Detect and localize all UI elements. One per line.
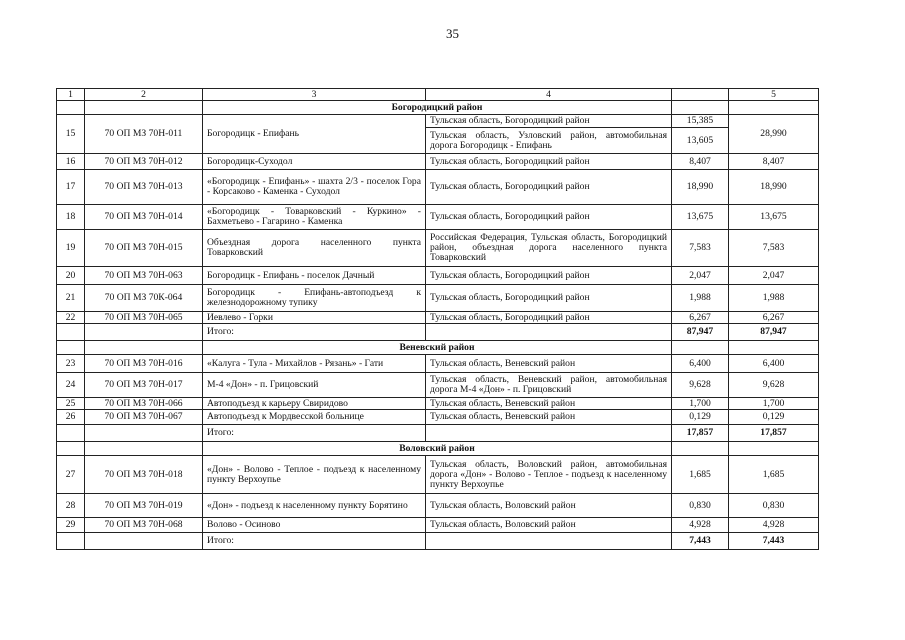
road-name: Богородицк - Епифань-автоподъезд к железнодорожному тупику <box>203 285 426 312</box>
road-code: 70 ОП МЗ 70Н-012 <box>85 154 203 170</box>
road-location: Тульская область, Богородицкий район <box>426 267 672 285</box>
subtotal-sum: 7,443 <box>729 533 819 550</box>
blank-cell <box>672 101 729 115</box>
row-number: 15 <box>57 115 85 154</box>
length-value: 18,990 <box>672 170 729 205</box>
section-header-row <box>57 101 819 115</box>
blank-cell <box>57 425 85 442</box>
blank-cell <box>57 341 85 355</box>
table-row <box>57 230 819 267</box>
road-name: Волово - Осиново <box>203 518 426 533</box>
row-number: 23 <box>57 355 85 373</box>
total-length: 18,990 <box>729 170 819 205</box>
road-location: Тульская область, Богородицкий район <box>426 170 672 205</box>
road-name: М-4 «Дон» - п. Грицовский <box>203 373 426 398</box>
length-value: 2,047 <box>672 267 729 285</box>
subtotal-sum: 17,857 <box>729 425 819 442</box>
road-location: Тульская область, Богородицкий район <box>426 115 672 128</box>
column-header: 1 <box>57 89 85 101</box>
road-location: Тульская область, Воловский район <box>426 494 672 518</box>
total-length: 9,628 <box>729 373 819 398</box>
row-number: 19 <box>57 230 85 267</box>
road-code: 70 ОП МЗ 70Н-011 <box>85 115 203 154</box>
row-number: 17 <box>57 170 85 205</box>
subtotal-length: 87,947 <box>672 324 729 341</box>
table-row <box>57 115 819 128</box>
road-name: Автоподъезд к карьеру Свиридово <box>203 398 426 410</box>
column-header-row <box>57 89 819 101</box>
blank-cell <box>57 101 85 115</box>
road-code: 70 ОП МЗ 70Н-068 <box>85 518 203 533</box>
row-number: 20 <box>57 267 85 285</box>
subtotal-label: Итого: <box>203 533 426 550</box>
column-header: 4 <box>426 89 672 101</box>
road-code: 70 ОП МЗ 70Н-014 <box>85 205 203 230</box>
length-value: 0,830 <box>672 494 729 518</box>
blank-cell <box>85 341 203 355</box>
row-number: 16 <box>57 154 85 170</box>
subtotal-length: 17,857 <box>672 425 729 442</box>
road-code: 70 ОП МЗ 70Н-017 <box>85 373 203 398</box>
road-name: «Богородицк - Товарковский - Куркино» - Бахметьево - Гагарино - Каменка <box>203 205 426 230</box>
road-name: Иевлево - Горки <box>203 312 426 324</box>
row-number: 21 <box>57 285 85 312</box>
total-length: 0,129 <box>729 410 819 425</box>
length-value: 6,400 <box>672 355 729 373</box>
length-value: 13,675 <box>672 205 729 230</box>
road-code: 70 ОП МЗ 70Н-019 <box>85 494 203 518</box>
table-row <box>57 312 819 324</box>
road-name: «Богородицк - Епифань» - шахта 2/3 - поселок Гора - Корсаково - Каменка - Суходол <box>203 170 426 205</box>
table-row <box>57 170 819 205</box>
table-row <box>57 267 819 285</box>
road-name: «Дон» - подъезд к населенному пункту Борятино <box>203 494 426 518</box>
column-header: 5 <box>729 89 819 101</box>
table-row <box>57 154 819 170</box>
blank-cell <box>85 533 203 550</box>
subtotal-sum: 87,947 <box>729 324 819 341</box>
blank-cell <box>85 101 203 115</box>
length-value: 1,700 <box>672 398 729 410</box>
road-code: 70 ОП МЗ 70Н-018 <box>85 456 203 494</box>
road-location: Тульская область, Богородицкий район <box>426 154 672 170</box>
total-length: 6,267 <box>729 312 819 324</box>
length-value: 1,988 <box>672 285 729 312</box>
road-code: 70 ОП МЗ 70К-064 <box>85 285 203 312</box>
road-location: Российская Федерация, Тульская область, Богородицкий район, объездная дорога населенного пункта Товарковский <box>426 230 672 267</box>
column-header <box>672 89 729 101</box>
road-location: Тульская область, Веневский район, автомобильная дорога М-4 «Дон» - п. Грицовский <box>426 373 672 398</box>
blank-cell <box>85 324 203 341</box>
total-length: 0,830 <box>729 494 819 518</box>
subtotal-row <box>57 533 819 550</box>
table-row <box>57 410 819 425</box>
row-number: 24 <box>57 373 85 398</box>
total-length: 8,407 <box>729 154 819 170</box>
road-location: Тульская область, Богородицкий район <box>426 312 672 324</box>
blank-cell <box>426 324 672 341</box>
table-row <box>57 355 819 373</box>
total-length: 1,700 <box>729 398 819 410</box>
road-name: Объездная дорога населенного пункта Товарковский <box>203 230 426 267</box>
column-header: 2 <box>85 89 203 101</box>
roads-table <box>56 88 819 550</box>
blank-cell <box>57 533 85 550</box>
subtotal-row <box>57 425 819 442</box>
blank-cell <box>672 442 729 456</box>
section-title: Богородицкий район <box>203 101 672 115</box>
row-number: 22 <box>57 312 85 324</box>
total-length: 13,675 <box>729 205 819 230</box>
column-header: 3 <box>203 89 426 101</box>
row-number: 18 <box>57 205 85 230</box>
road-code: 70 ОП МЗ 70Н-065 <box>85 312 203 324</box>
length-value: 9,628 <box>672 373 729 398</box>
road-code: 70 ОП МЗ 70Н-015 <box>85 230 203 267</box>
blank-cell <box>57 324 85 341</box>
length-value: 7,583 <box>672 230 729 267</box>
length-value: 6,267 <box>672 312 729 324</box>
road-name: «Дон» - Волово - Теплое - подъезд к населенному пункту Верхоупье <box>203 456 426 494</box>
blank-cell <box>729 442 819 456</box>
total-length: 1,685 <box>729 456 819 494</box>
blank-cell <box>672 341 729 355</box>
road-name: Богородицк - Епифань - поселок Дачный <box>203 267 426 285</box>
road-location: Тульская область, Веневский район <box>426 410 672 425</box>
road-location: Тульская область, Веневский район <box>426 398 672 410</box>
length-value: 13,605 <box>672 128 729 154</box>
table-row <box>57 373 819 398</box>
road-code: 70 ОП МЗ 70Н-063 <box>85 267 203 285</box>
subtotal-row <box>57 324 819 341</box>
road-code: 70 ОП МЗ 70Н-013 <box>85 170 203 205</box>
page-number: 35 <box>446 26 459 41</box>
road-location: Тульская область, Узловский район, автомобильная дорога Богородицк - Епифань <box>426 128 672 154</box>
section-header-row <box>57 442 819 456</box>
total-length: 1,988 <box>729 285 819 312</box>
road-code: 70 ОП МЗ 70Н-066 <box>85 398 203 410</box>
road-location: Тульская область, Веневский район <box>426 355 672 373</box>
total-length: 6,400 <box>729 355 819 373</box>
subtotal-label: Итого: <box>203 425 426 442</box>
total-length: 7,583 <box>729 230 819 267</box>
section-header-row <box>57 341 819 355</box>
road-name: Богородицк - Епифань <box>203 115 426 154</box>
road-name: «Калуга - Тула - Михайлов - Рязань» - Гати <box>203 355 426 373</box>
road-location: Тульская область, Богородицкий район <box>426 205 672 230</box>
length-value: 1,685 <box>672 456 729 494</box>
road-location: Тульская область, Богородицкий район <box>426 285 672 312</box>
total-length: 28,990 <box>729 115 819 154</box>
road-code: 70 ОП МЗ 70Н-067 <box>85 410 203 425</box>
length-value: 8,407 <box>672 154 729 170</box>
length-value: 0,129 <box>672 410 729 425</box>
blank-cell <box>57 442 85 456</box>
blank-cell <box>426 425 672 442</box>
row-number: 27 <box>57 456 85 494</box>
row-number: 28 <box>57 494 85 518</box>
row-number: 26 <box>57 410 85 425</box>
road-location: Тульская область, Воловский район, автомобильная дорога «Дон» - Волово - Теплое - подъезд к населенному пункту Верхоупье <box>426 456 672 494</box>
table-row <box>57 285 819 312</box>
blank-cell <box>85 442 203 456</box>
table-row <box>57 494 819 518</box>
road-name: Автоподъезд к Мордвесской больнице <box>203 410 426 425</box>
blank-cell <box>729 101 819 115</box>
table-row <box>57 205 819 230</box>
row-number: 25 <box>57 398 85 410</box>
subtotal-length: 7,443 <box>672 533 729 550</box>
length-value: 15,385 <box>672 115 729 128</box>
section-title: Веневский район <box>203 341 672 355</box>
blank-cell <box>729 341 819 355</box>
table-row <box>57 398 819 410</box>
section-title: Воловский район <box>203 442 672 456</box>
length-value: 4,928 <box>672 518 729 533</box>
table-row <box>57 518 819 533</box>
blank-cell <box>426 533 672 550</box>
road-name: Богородицк-Суходол <box>203 154 426 170</box>
total-length: 2,047 <box>729 267 819 285</box>
row-number: 29 <box>57 518 85 533</box>
table-row <box>57 456 819 494</box>
road-location: Тульская область, Воловский район <box>426 518 672 533</box>
total-length: 4,928 <box>729 518 819 533</box>
subtotal-label: Итого: <box>203 324 426 341</box>
blank-cell <box>85 425 203 442</box>
road-code: 70 ОП МЗ 70Н-016 <box>85 355 203 373</box>
